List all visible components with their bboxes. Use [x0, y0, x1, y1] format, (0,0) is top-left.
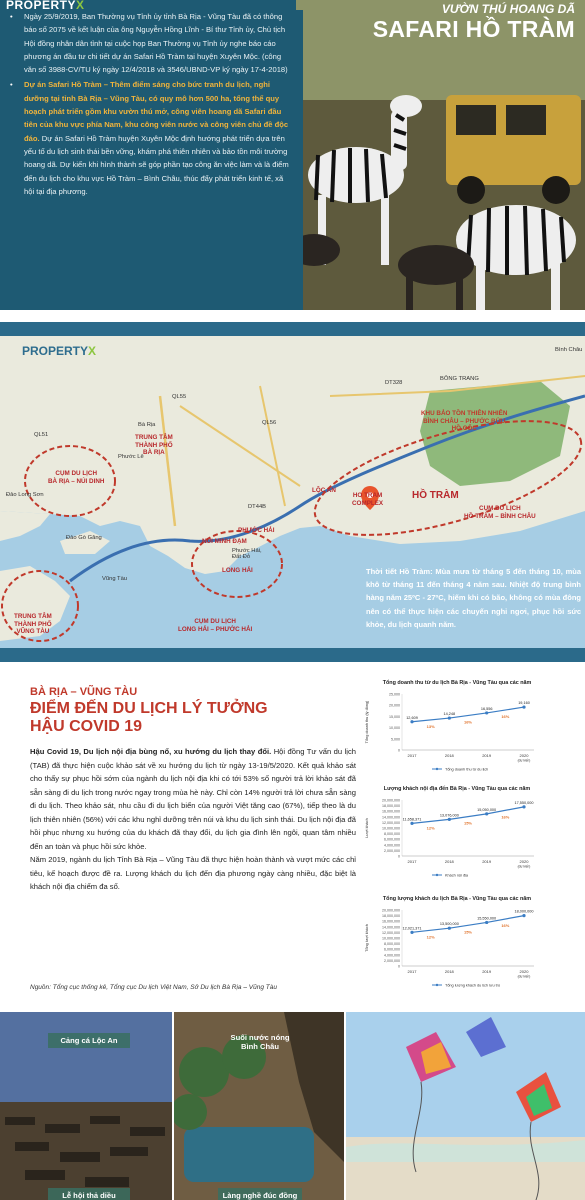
y-tick-label: 14,000,000 [382, 925, 400, 930]
y-axis-label: Tổng doanh thu (tỷ đồng) [365, 700, 369, 744]
label-cum-long-hai: CỤM DU LỊCH LONG HẢI – PHƯỚC HẢI [178, 618, 253, 633]
y-tick-label: 4,000,000 [384, 953, 400, 958]
label-trung-tam-vung-tau: TRUNG TÂM THÀNH PHỐ VŨNG TÀU [14, 613, 52, 635]
data-label: 18,000,000 [514, 909, 534, 914]
section-title-line2: HẬU COVID 19 [30, 718, 143, 735]
place-ba-ria: Bà Rịa [138, 422, 156, 428]
photo-suoi-nuoc-nong [174, 1012, 344, 1200]
y-axis-label: Tổng lượt khách [365, 924, 369, 952]
map-top-border [0, 322, 585, 336]
y-tick-label: 10,000 [389, 726, 400, 731]
chart-revenue-title: Tổng doanh thu từ du lịch Bà Rịa - Vũng Tàu qua các năm [382, 680, 532, 686]
y-tick-label: 10,000,000 [382, 826, 400, 831]
x-tick-label: (dự kiến) [517, 864, 531, 869]
y-tick-label: 6,000,000 [384, 947, 400, 952]
data-label: 13,076,000 [439, 813, 459, 818]
covid-tourism-section [0, 662, 585, 1012]
y-tick-label: 2,000,000 [384, 848, 400, 853]
y-tick-label: 8,000,000 [384, 832, 400, 837]
section-divider [0, 310, 585, 322]
map-brand-logo-x: X [88, 344, 97, 358]
y-tick-label: 25,000 [389, 692, 400, 697]
caption-lang-nghe: Làng nghề đúc đồng [218, 1188, 302, 1200]
x-tick-label: 2018 [444, 753, 454, 758]
growth-label: 16% [501, 713, 510, 719]
safari-subtitle: VƯỜN THÚ HOANG DÃ [441, 2, 575, 16]
label-khu-bao-ton: KHU BẢO TỒN THIÊN NHIÊN BÌNH CHÂU – PHƯỚC BỬU HỒ CỐC [421, 410, 508, 432]
data-point [448, 927, 451, 930]
label-loc-an: LỘC AN [312, 487, 336, 494]
data-label: 13,500,000 [439, 922, 459, 927]
photo-kites-illustration [346, 1012, 585, 1200]
x-tick-label: 2020 [519, 859, 529, 864]
zebra-photo-illustration [296, 0, 585, 310]
x-tick-label: (dự kiến) [517, 758, 531, 763]
brand-logo-name: PROPERTY [6, 0, 77, 12]
growth-label: 16% [501, 923, 510, 929]
growth-label: 15% [463, 929, 473, 935]
label-cum-ho-tram: CỤM DU LỊCH HỒ TRÀM – BÌNH CHÂU [464, 505, 536, 520]
legend-label: Khách nội địa [445, 873, 469, 878]
road-dt44b: DT44B [248, 504, 267, 510]
chart-domestic-svg [362, 794, 552, 889]
road-ql55: QL55 [172, 394, 187, 400]
growth-label: 16% [501, 814, 510, 820]
growth-label: 16% [463, 719, 473, 725]
y-tick-label: 10,000,000 [382, 936, 400, 941]
y-tick-label: 18,000,000 [382, 914, 400, 919]
place-binh-chau: Bình Châu [555, 347, 583, 353]
growth-label: 13% [426, 723, 435, 729]
y-axis-label: Lượt khách [365, 818, 369, 838]
photo-cang-ca-loc-an [0, 1012, 172, 1200]
intro-paragraph-2-rest: Dự án Safari Hồ Tràm huyện Xuyên Mộc định hướng phát triển dựa trên yếu tố du lịch sinh thái bền vững, khám phá thiên nhiên và bảo tồn môi trường hoang dã. Dự kiến khi hình thành sẽ góp phần tạo công ăn việc làm và là điểm đến du lịch cho khu vực Hồ Tràm – Bình Châu, thúc đẩy phát triển kinh tế, xã hội tại địa phương. [24, 133, 289, 196]
y-tick-label: 12,000,000 [382, 820, 400, 825]
road-ql51: QL51 [34, 432, 49, 438]
data-point [448, 818, 451, 821]
zebra-photo [296, 0, 585, 310]
legend-marker [436, 984, 438, 986]
y-tick-label: 12,000,000 [382, 930, 400, 935]
data-label: 12,021,371 [402, 926, 422, 931]
x-tick-label: 2017 [407, 859, 417, 864]
x-tick-label: 2020 [519, 753, 529, 758]
covid-paragraph-1-rest: Hội đồng Tư vấn du lịch (TAB) đã thực hiện cuộc khảo sát về xu hướng du lịch từ ngày 13-19/5/2020. Kết quả khảo sát cho thấy sự phục hồi sớm của ngành du lịch nội địa khi có tới 53% số người trả lời khảo sát đã sẵn sàng đi du lịch trong nước ngay trong mùa hè này. Chỉ còn 14% người trả lời chưa sẵn sàng đi du lịch. Theo khảo sát, nhu cầu đi du lịch biển của người Việt tăng cao (67%), tiếp theo là du lịch thiên nhiên (56%) với các khu nghỉ dưỡng trên núi và khu du lịch sinh thái. Du lịch nội địa đã hồi phục nhưng xu hướng của du khách đã thay đổi, du lịch gia đình lên ngôi, quan tâm nhiều đến an toàn và phục hồi sức khỏe. [30, 747, 356, 851]
legend-marker [436, 874, 438, 876]
y-tick-label: 6,000,000 [384, 837, 400, 842]
data-label: 12,609 [406, 715, 418, 720]
growth-label: 12% [426, 825, 435, 831]
y-tick-label: 0 [398, 964, 400, 969]
intro-paragraph-2 [8, 78, 295, 198]
chart-domestic-title: Lượng khách nội địa đến Bà Rịa - Vũng Tàu qua các năm [383, 786, 531, 792]
data-point [410, 931, 413, 934]
photo-le-hoi-tha-dieu [346, 1012, 585, 1200]
caption-cang-ca: Cảng cá Lộc An [48, 1033, 130, 1048]
map-brand-logo-name: PROPERTY [22, 344, 89, 358]
data-label: 15,050,000 [477, 807, 497, 812]
data-point [410, 822, 413, 825]
y-tick-label: 14,000,000 [382, 815, 400, 820]
chart-revenue [362, 680, 552, 780]
x-tick-label: 2017 [407, 969, 417, 974]
legend-label: Tổng lượng khách du lịch lưu trú [445, 983, 501, 988]
gallery-section [0, 1012, 585, 1200]
data-point [485, 812, 488, 815]
map-brand-logo [22, 344, 96, 358]
intro-paragraph-1: • Ngày 25/9/2019, Ban Thường vụ Tỉnh ủy tỉnh Bà Rịa - Vũng Tàu đã có thông báo số 2075 về kết luận của ông Nguyễn Hồng Lĩnh - Bí thư Tỉnh ủy, Chủ tịch Hội đồng nhân dân tỉnh tại cuộc họp Ban Thường vụ Tỉnh ủy nghe báo cáo phương án đầu tư chi tiết dự án Safari Hồ Tràm tại huyện Xuyên Mộc. (công văn số 3988-CV/TU ký ngày 12/4/2018 và 3546/UBND-VP ký ngày 17-4-2018) [8, 10, 295, 76]
legend-marker [436, 768, 438, 770]
caption-le-hoi: Lễ hội thả diều [48, 1188, 130, 1200]
label-cum-ba-ria: CỤM DU LỊCH BÀ RỊA – NÚI DINH [48, 470, 105, 485]
place-dao-go-gang: Đảo Gò Găng [66, 535, 102, 541]
road-ql56: QL56 [262, 420, 277, 426]
x-tick-label: 2017 [407, 753, 417, 758]
safari-text [0, 10, 303, 310]
y-tick-label: 2,000,000 [384, 958, 400, 963]
data-label: 11,658,371 [402, 817, 422, 822]
place-vung-tau: Vũng Tàu [102, 576, 128, 582]
road-dt328: DT328 [385, 380, 403, 386]
x-tick-label: 2019 [482, 969, 492, 974]
x-tick-label: 2019 [482, 753, 492, 758]
x-tick-label: 2019 [482, 859, 492, 864]
location-map-section [0, 322, 585, 662]
y-tick-label: 20,000,000 [382, 908, 400, 913]
place-bong-trang: BÔNG TRANG [440, 376, 479, 382]
data-label: 17,550,000 [514, 800, 534, 805]
covid-body-text [30, 745, 356, 894]
section-title [30, 700, 268, 736]
covid-paragraph-1 [30, 745, 356, 853]
legend-label: Tổng doanh thu từ du lịch [445, 767, 489, 772]
label-phuoc-hai: PHƯỚC HẢI [238, 527, 275, 534]
y-tick-label: 8,000,000 [384, 942, 400, 947]
place-phuoc-hai-town: Phước Hải, Đất Đỏ [232, 548, 262, 560]
y-tick-label: 16,000,000 [382, 919, 400, 924]
data-label: 16,556 [480, 706, 493, 711]
x-tick-label: 2020 [519, 969, 529, 974]
label-ho-tram: HỒ TRÀM [412, 490, 459, 501]
y-tick-label: 20,000,000 [382, 798, 400, 803]
intro-highlight: Dự án Safari Hồ Tràm – Thêm điểm sáng cho bức tranh du lịch, nghỉ dưỡng tại tỉnh Bà Rịa – Vũng Tàu, có quy mô hơn 500 ha, tổng thể quy hoạch phát triển gồm khu vườn thú mở, công viên hoang dã Safari đầu tiên của khu vực phía Nam, khu công viên nước và công viên chủ đề độc đáo. [24, 80, 289, 143]
source-note: Nguồn: Tổng cục thống kê, Tổng cục Du lịch Việt Nam, Sở Du lịch Bà Rịa – Vũng Tàu [30, 984, 277, 991]
data-label: 14,248 [443, 712, 456, 717]
safari-title: SAFARI HỒ TRÀM [372, 16, 575, 42]
section-title-line1: ĐIỂM ĐẾN DU LỊCH LÝ TƯỞNG [30, 700, 268, 717]
chart-total-visitors-svg [362, 904, 552, 999]
x-tick-label: 2018 [444, 969, 454, 974]
safari-intro-section [0, 0, 585, 322]
covid-paragraph-2: Năm 2019, ngành du lịch Tỉnh Bà Rịa – Vũng Tàu đã thực hiện hoàn thành và vượt mức các chỉ tiêu, kế hoạch được đề ra. Lượng khách du lịch đến địa phương ngày càng nhiều, đặc biệt là khách nội địa chiếm đa số. [30, 855, 356, 891]
y-tick-label: 20,000 [389, 703, 400, 708]
place-phuoc-le: Phước Lê [118, 454, 144, 460]
data-point [522, 805, 525, 808]
data-point [522, 705, 525, 708]
chart-total-visitors-title: Tổng lượng khách du lịch Bà Rịa - Vũng Tàu qua các năm [382, 896, 532, 902]
brand-logo-x: X [76, 0, 85, 12]
data-label: 15,550,000 [477, 916, 497, 921]
weather-info: Thời tiết Hồ Tràm: Mùa mưa từ tháng 5 đến tháng 10, mùa khô từ tháng 11 đến tháng 4 năm sau. Nhiệt độ trung bình hàng năm 25ºC - 27ºC, hiếm khi có bão, không có mùa đông nên có thể thực hiện các chuyến nghỉ ngơi, phục hồi sức khỏe, du lịch quanh năm. [366, 567, 581, 629]
x-tick-label: (dự kiến) [517, 974, 531, 979]
caption-suoi-nuoc: Suối nước nóng Bình Châu [230, 1033, 290, 1051]
map-bottom-border [0, 648, 585, 662]
y-tick-label: 5,000 [391, 737, 400, 742]
y-tick-label: 15,000 [389, 714, 400, 719]
label-long-hai: LONG HẢI [222, 567, 253, 574]
data-point [485, 711, 488, 714]
x-tick-label: 2018 [444, 859, 454, 864]
y-tick-label: 18,000,000 [382, 804, 400, 809]
data-label: 19,160 [518, 701, 530, 706]
chart-domestic [362, 786, 552, 886]
chart-revenue-svg [362, 688, 552, 783]
chart-total-visitors [362, 896, 552, 996]
section-subtitle: BÀ RỊA – VŨNG TÀU [30, 686, 138, 698]
data-point [410, 720, 413, 723]
place-dao-long-son: Đảo Long Sơn [6, 492, 44, 498]
label-ho-tram-complex: HO TRAM COMPLEX [352, 492, 384, 507]
data-point [522, 914, 525, 917]
data-point [485, 921, 488, 924]
growth-label: 15% [463, 820, 473, 826]
covid-paragraph-1-lead: Hậu Covid 19, Du lịch nội địa bùng nổ, xu hướng du lịch thay đổi. [30, 747, 272, 756]
y-tick-label: 0 [398, 748, 400, 753]
y-tick-label: 16,000,000 [382, 809, 400, 814]
label-nui-minh-dam: NÚI MINH ĐẠM [202, 538, 247, 545]
y-tick-label: 0 [398, 854, 400, 859]
y-tick-label: 4,000,000 [384, 843, 400, 848]
data-point [448, 716, 451, 719]
label-trung-tam-ba-ria: TRUNG TÂM THÀNH PHỐ BÀ RỊA [135, 434, 173, 456]
brand-logo [6, 0, 85, 12]
growth-label: 12% [426, 934, 435, 940]
